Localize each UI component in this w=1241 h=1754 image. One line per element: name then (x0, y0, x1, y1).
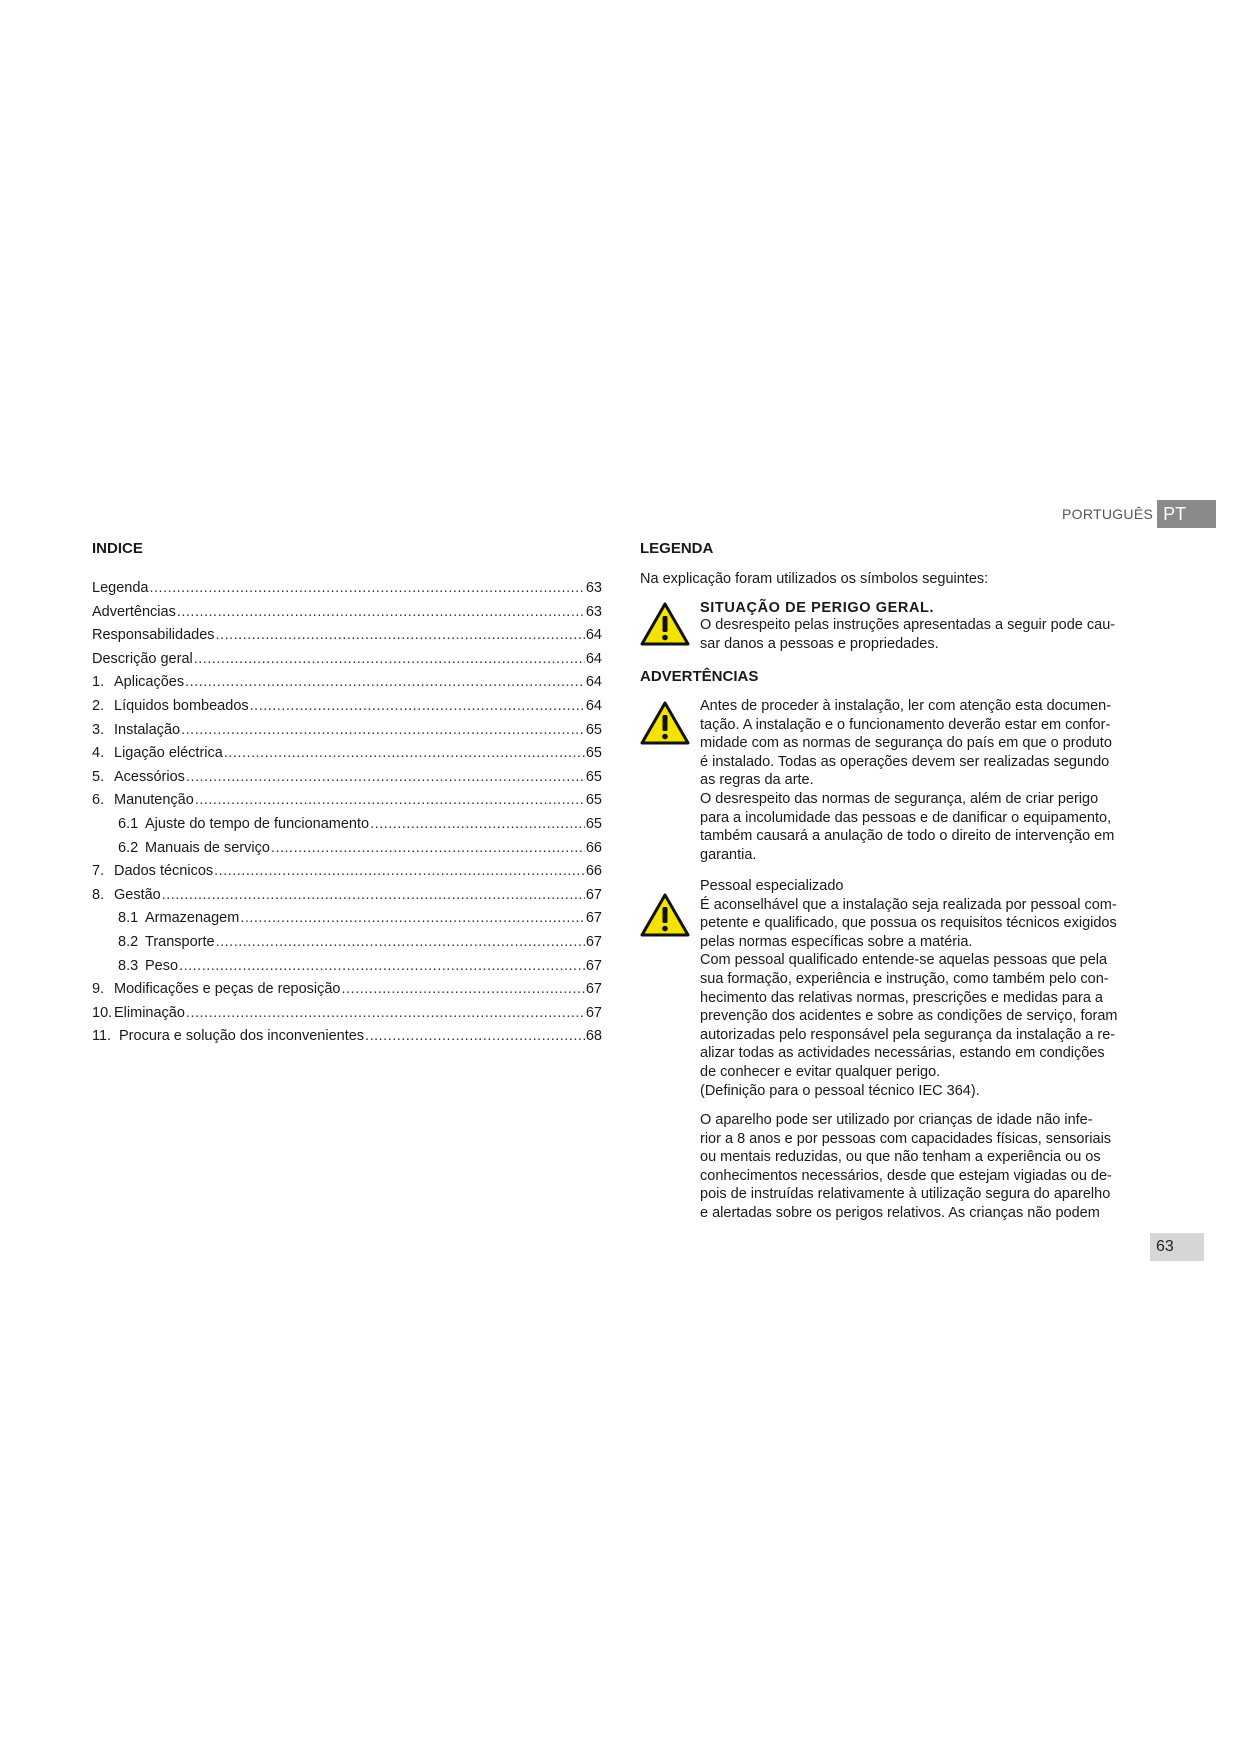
toc-item[interactable]: 8.3 Peso ..... 67 (92, 958, 602, 982)
toc-item[interactable]: 8.1 Armazenagem ..... 67 (92, 910, 602, 934)
specialist-line: prevenção dos acidentes e sobre as condições de serviço, foram (700, 1008, 1118, 1025)
warning-triangle-icon (640, 602, 690, 646)
children-line: rior a 8 anos e por pessoas com capacidades físicas, sensoriais (700, 1130, 1112, 1147)
toc-item[interactable]: 5. Acessórios ..... 65 (92, 769, 602, 793)
specialist-title: Pessoal especializado (700, 878, 844, 894)
warnings-line: para a incolumidade das pessoas e de danificar o equipamento, (700, 809, 1112, 826)
language-tab (1062, 500, 1216, 528)
language-code: PT (1157, 500, 1216, 528)
specialist-line: alizar todas as actividades necessárias, estando em condições (700, 1045, 1105, 1062)
specialist-line: (Definição para o pessoal técnico IEC 364). (700, 1082, 980, 1099)
legend-symbol-line: O desrespeito pelas instruções apresentadas a seguir pode cau- (700, 617, 1116, 633)
toc-item[interactable]: 11. Procura e solução dos inconvenientes ..... 68 (92, 1028, 602, 1052)
children-block (700, 1111, 1155, 1223)
children-line: e alertadas sobre os perigos relativos. As crianças não podem (700, 1204, 1100, 1221)
legend-symbol-block (700, 600, 1155, 653)
toc-item[interactable]: Legenda ..... 63 (92, 580, 602, 604)
toc-title: INDICE (92, 540, 143, 557)
toc-item[interactable]: 7. Dados técnicos ..... 66 (92, 863, 602, 887)
warnings-line: O desrespeito das normas de segurança, além de criar perigo (700, 790, 1099, 807)
warnings-title: ADVERTÊNCIAS (640, 668, 759, 685)
toc-item[interactable]: 8.2 Transporte ..... 67 (92, 934, 602, 958)
children-line: O aparelho pode ser utilizado por crianças de idade não infe- (700, 1112, 1093, 1128)
warnings-line: midade com as normas de segurança do país em que o produto (700, 735, 1112, 752)
children-line: conhecimentos necessários, desde que estejam vigiadas ou de- (700, 1167, 1112, 1184)
specialist-line: pelas normas específicas sobre a matéria. (700, 933, 973, 950)
warnings-line: garantia. (700, 846, 757, 863)
legend-title: LEGENDA (640, 540, 714, 557)
legend-symbol-line: sar danos a pessoas e propriedades. (700, 635, 939, 652)
warnings-line: as regras da arte. (700, 772, 814, 789)
warning-triangle-icon (640, 893, 690, 937)
children-line: pois de instruídas relativamente à utilização segura do aparelho (700, 1186, 1111, 1203)
content-column (640, 540, 1155, 1221)
specialist-line: petente e qualificado, que possua os requisitos técnicos exigidos (700, 915, 1117, 932)
language-label: PORTUGUÊS (1062, 506, 1154, 522)
toc-item[interactable]: 4. Ligação eléctrica ..... 65 (92, 745, 602, 769)
toc-item[interactable]: 6.2 Manuais de serviço ..... 66 (92, 840, 602, 864)
toc-item[interactable]: 6. Manutenção ..... 65 (92, 792, 602, 816)
warnings-line: tação. A instalação e o funcionamento deverão estar em confor- (700, 716, 1111, 733)
toc-item[interactable]: 3. Instalação ..... 65 (92, 722, 602, 746)
toc-item[interactable]: 6.1 Ajuste do tempo de funcionamento ..... 65 (92, 816, 602, 840)
warnings-general-block (700, 697, 1155, 864)
specialist-line: de conhecer e evitar qualquer perigo. (700, 1063, 941, 1080)
toc-item[interactable]: 8. Gestão ..... 67 (92, 887, 602, 911)
warnings-line: é instalado. Todas as operações devem ser realizadas segundo (700, 753, 1110, 770)
toc-list (92, 580, 602, 1052)
toc-item[interactable]: Advertências ..... 63 (92, 604, 602, 628)
specialist-line: autorizadas pelo responsável pela segurança da instalação a re- (700, 1026, 1116, 1043)
toc-item[interactable]: Responsabilidades ..... 64 (92, 627, 602, 651)
toc-item[interactable]: 9. Modificações e peças de reposição ..... 67 (92, 981, 602, 1005)
toc-section (92, 540, 604, 1045)
specialist-block (700, 877, 1155, 1100)
legend-intro: Na explicação foram utilizados os símbolos seguintes: (640, 571, 989, 587)
page-number: 63 (1150, 1233, 1204, 1261)
children-line: ou mentais reduzidas, ou que não tenham a experiência ou os (700, 1149, 1101, 1166)
warning-triangle-icon (640, 701, 690, 745)
toc-item[interactable]: 1. Aplicações ..... 64 (92, 674, 602, 698)
toc-item[interactable]: Descrição geral ..... 64 (92, 651, 602, 675)
toc-item[interactable]: 2. Líquidos bombeados ..... 64 (92, 698, 602, 722)
specialist-line: Com pessoal qualificado entende-se aquelas pessoas que pela (700, 952, 1108, 969)
specialist-line: hecimento das relativas normas, prescrições e medidas para a (700, 989, 1103, 1006)
toc-item[interactable]: 10. Eliminação ..... 67 (92, 1005, 602, 1029)
legend-symbol-title: SITUAÇÃO DE PERIGO GERAL. (700, 600, 935, 616)
specialist-line: É aconselhável que a instalação seja realizada por pessoal com- (700, 896, 1117, 913)
warnings-line: Antes de proceder à instalação, ler com atenção esta documen- (700, 698, 1112, 714)
specialist-line: sua formação, experiência e instrução, como também pelo con- (700, 970, 1109, 987)
warnings-line: também causará a anulação de todo o direito de intervenção em (700, 828, 1115, 845)
